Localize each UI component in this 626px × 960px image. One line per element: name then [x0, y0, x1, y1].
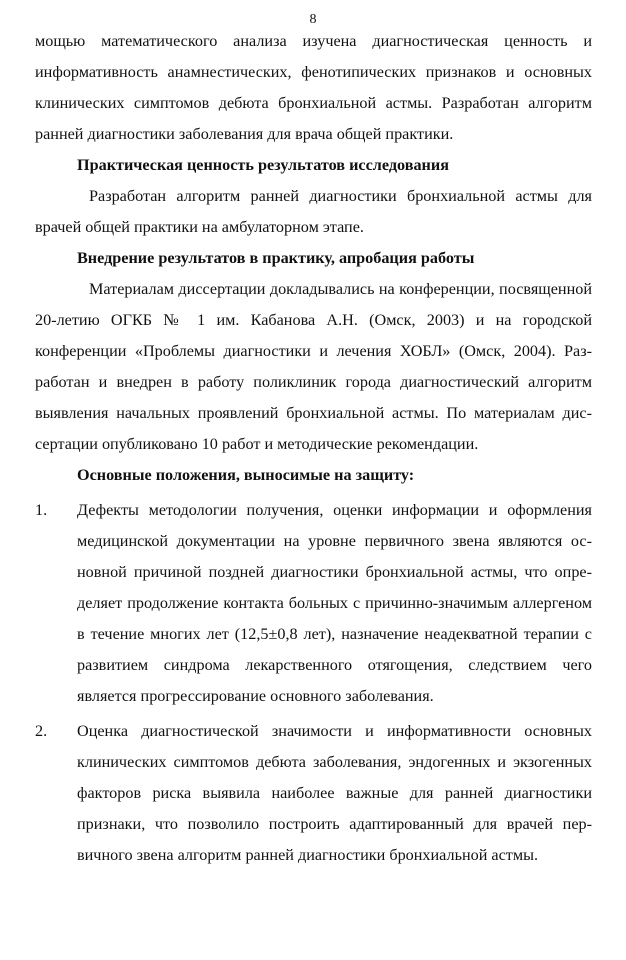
implementation-text: Материалам диссертации докладывались на конференции, посвященной 20-летию ОГКБ № 1 им. Кабанова А.Н. (Омск, 2003) и на городской конференции «Проблемы диагностики и лечения ХОБЛ» (Омск, 2004). Разработан и внедрен в работу поликлиник города диагностический алгоритм выявления начальных проявлений бронхиальной астмы. По материалам диссертации опубликовано 10 работ и методические рекомендации.: [35, 280, 592, 453]
list-item-number: 2.: [35, 722, 48, 740]
list-item: [35, 716, 592, 871]
intro-paragraph: мощью математического анализа изучена диагностическая ценность и информативность анамнестических, фенотипических признаков и основных клинических симптомов дебюта бронхиальной астмы. Разработан алгоритм ранней диагностики заболевания для врача общей практики.: [35, 32, 592, 143]
defense-list: [35, 495, 592, 871]
page-content: [35, 26, 592, 871]
list-item-text: Дефекты методологии получения, оценки информации и оформления медицинской документации на уровне первичного звена являются основной причиной поздней диагностики бронхиальной астмы, что определяет продолжение контакта больных с причинно-значимым аллергеном в течение многих лет (12,5±0,8 лет), назначение неадекватной терапии с развитием синдрома лекарственного отягощения, следствием чего является прогрессирование основного заболевания.: [77, 501, 592, 705]
list-item: [35, 495, 592, 712]
implementation-heading: Внедрение результатов в практику, апробация работы: [77, 249, 475, 267]
practical-value-heading: Практическая ценность результатов исследования: [77, 156, 449, 174]
defense-heading: Основные положения, выносимые на защиту:: [77, 466, 415, 484]
practical-value-text: Разработан алгоритм ранней диагностики бронхиальной астмы для врачей общей практики на амбулаторном этапе.: [35, 187, 592, 236]
list-item-text: Оценка диагностической значимости и информативности основных клинических симптомов дебюта заболевания, эндогенных и экзогенных факторов риска выявила наиболее важные для ранней диагностики признаки, что позволило построить адаптированный для врачей первичного звена алгоритм ранней диагностики бронхиальной астмы.: [77, 722, 592, 864]
page-number: 8: [309, 12, 317, 27]
list-item-number: 1.: [35, 501, 48, 519]
